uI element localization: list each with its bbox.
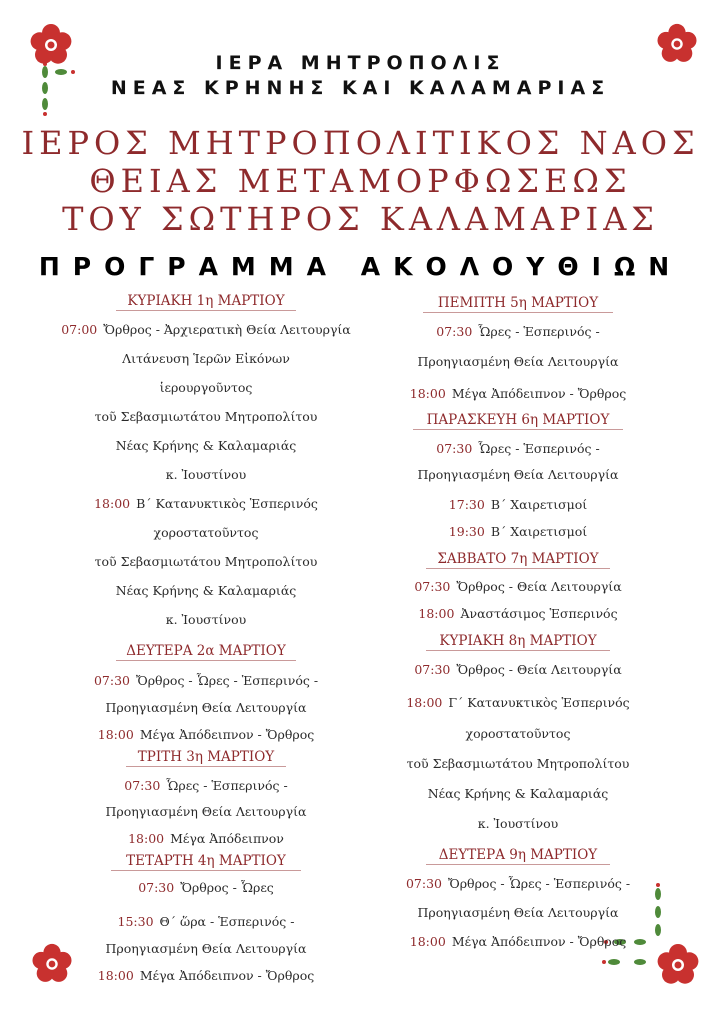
schedule-line: 18:00 Μέγα Ἀπόδειπνον - Ὄρθρος	[97, 727, 315, 742]
schedule-line: 18:00 Μέγα Ἀπόδειπνον - Ὄρθρος	[97, 968, 315, 983]
schedule-line: 07:30 Ὄρθρος - Θεία Λειτουργία	[414, 662, 622, 677]
day-heading: ΣΑΒΒΑΤΟ 7η ΜΑΡΤΙΟΥ	[426, 550, 610, 569]
schedule-line: κ. Ἰουστίνου	[165, 467, 247, 482]
schedule-line: Προηγιασμένη Θεία Λειτουργία	[105, 804, 307, 819]
schedule-line: κ. Ἰουστίνου	[165, 612, 247, 627]
schedule-line: 18:00 Ἀναστάσιμος Ἑσπερινός	[418, 606, 618, 621]
schedule-line: Νέας Κρήνης & Καλαμαριάς	[115, 438, 297, 453]
day-heading: ΚΥΡΙΑΚΗ 1η ΜΑΡΤΙΟΥ	[116, 292, 296, 311]
schedule-line: Προηγιασμένη Θεία Λειτουργία	[417, 354, 619, 369]
schedule-line: Νέας Κρήνης & Καλαμαριάς	[427, 786, 609, 801]
schedule-line: 07:30 Ὄρθρος - Θεία Λειτουργία	[414, 579, 622, 594]
temple-title-line-2: ΘΕΙΑΣ ΜΕΤΑΜΟΡΦΩΣΕΩΣ	[89, 162, 632, 200]
schedule-line: κ. Ἰουστίνου	[477, 816, 559, 831]
schedule-line: 17:30 Β΄ Χαιρετισμοί	[448, 497, 588, 512]
schedule-line: 18:00 Μέγα Ἀπόδειπνον	[128, 831, 284, 846]
schedule-line: 18:00 Μέγα Ἀπόδειπνον - Ὄρθρος	[409, 386, 627, 401]
temple-title-line-1: ΙΕΡΟΣ ΜΗΤΡΟΠΟΛΙΤΙΚΟΣ ΝΑΟΣ	[21, 124, 700, 162]
schedule-line: 07:30 Ὄρθρος - Ὧρες	[138, 880, 274, 895]
schedule-line: Προηγιασμένη Θεία Λειτουργία	[417, 905, 619, 920]
schedule-line: 19:30 Β΄ Χαιρετισμοί	[448, 524, 588, 539]
schedule-line: 18:00 Μέγα Ἀπόδειπνον - Ὄρθρος	[409, 934, 627, 949]
schedule-line: 07:30 Ὧρες - Ἑσπερινός -	[124, 778, 288, 793]
schedule-line: 07:00 Ὄρθρος - Ἀρχιερατικὴ Θεία Λειτουργία	[61, 322, 351, 337]
schedule-line: 18:00 Γ΄ Κατανυκτικὸς Ἑσπερινός	[406, 695, 630, 710]
schedule-line: χοροστατοῦντος	[153, 525, 259, 540]
temple-title-line-3: ΤΟΥ ΣΩΤΗΡΟΣ ΚΑΛΑΜΑΡΙΑΣ	[62, 200, 659, 238]
schedule-line: 07:30 Ὧρες - Ἑσπερινός -	[436, 324, 600, 339]
day-heading: ΔΕΥΤΕΡΑ 2α ΜΑΡΤΙΟΥ	[116, 642, 296, 661]
schedule-line: Προηγιασμένη Θεία Λειτουργία	[417, 467, 619, 482]
day-heading: ΚΥΡΙΑΚΗ 8η ΜΑΡΤΙΟΥ	[426, 632, 610, 651]
metropolis-line-2: ΝΕΑΣ ΚΡΗΝΗΣ ΚΑΙ ΚΑΛΑΜΑΡΙΑΣ	[110, 77, 611, 99]
schedule-line: τοῦ Σεβασμιωτάτου Μητροπολίτου	[94, 554, 318, 569]
schedule-line: χοροστατοῦντος	[465, 726, 571, 741]
day-heading: ΠΕΜΠΤΗ 5η ΜΑΡΤΙΟΥ	[423, 294, 613, 313]
schedule-line: 07:30 Ὄρθρος - Ὧρες - Ἑσπερινός -	[93, 673, 319, 688]
metropolis-line-1: ΙΕΡΑ ΜΗΤΡΟΠΟΛΙΣ	[215, 52, 506, 74]
schedule-line: 15:30 Θ΄ ὥρα - Ἑσπερινός -	[117, 914, 295, 929]
schedule-line: 18:00 Β΄ Κατανυκτικὸς Ἑσπερινός	[94, 496, 318, 511]
day-heading: ΤΕΤΑΡΤΗ 4η ΜΑΡΤΙΟΥ	[111, 852, 301, 871]
schedule-line: Νέας Κρήνης & Καλαμαριάς	[115, 583, 297, 598]
schedule-line: Προηγιασμένη Θεία Λειτουργία	[105, 941, 307, 956]
day-heading: ΔΕΥΤΕΡΑ 9η ΜΑΡΤΙΟΥ	[426, 846, 610, 865]
program-title: ΠΡΟΓΡΑΜΜΑ ΑΚΟΛΟΥΘΙΩΝ	[38, 252, 683, 281]
schedule-line: 07:30 Ὧρες - Ἑσπερινός -	[436, 441, 600, 456]
day-heading: ΠΑΡΑΣΚΕΥΗ 6η ΜΑΡΤΙΟΥ	[413, 411, 623, 430]
schedule-line: τοῦ Σεβασμιωτάτου Μητροπολίτου	[406, 756, 630, 771]
schedule-line: Προηγιασμένη Θεία Λειτουργία	[105, 700, 307, 715]
schedule-line: Λιτάνευση Ἱερῶν Εἰκόνων	[122, 351, 290, 366]
schedule-line: ἱερουργοῦντος	[159, 380, 253, 395]
schedule-line: τοῦ Σεβασμιωτάτου Μητροπολίτου	[94, 409, 318, 424]
day-heading: ΤΡΙΤΗ 3η ΜΑΡΤΙΟΥ	[126, 748, 286, 767]
schedule-line: 07:30 Ὄρθρος - Ὧρες - Ἑσπερινός -	[405, 876, 631, 891]
